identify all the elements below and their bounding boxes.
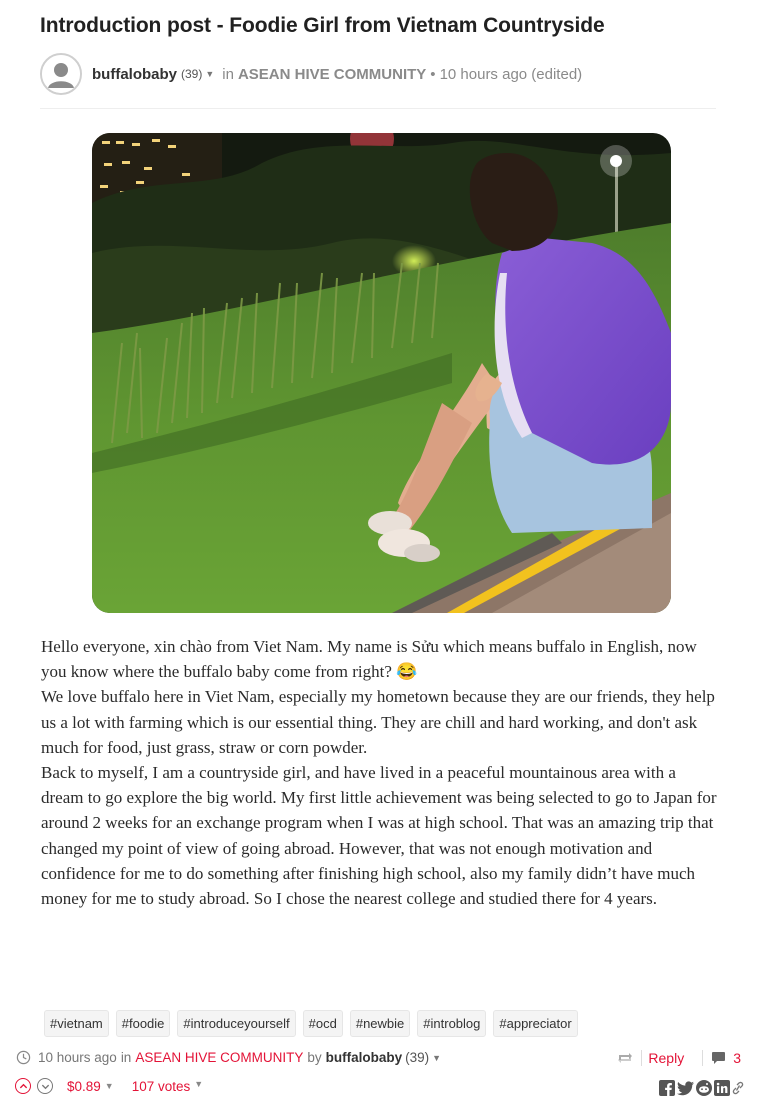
footer-community-link[interactable]: ASEAN HIVE COMMUNITY — [135, 1050, 304, 1065]
author-row — [40, 53, 582, 95]
tag-introduceyourself[interactable]: #introduceyourself — [177, 1010, 295, 1037]
post-photo[interactable] — [92, 133, 671, 613]
time-separator: • — [430, 65, 436, 83]
comments-count: 3 — [733, 1050, 741, 1066]
reply-area — [617, 1050, 741, 1066]
community-link[interactable]: ASEAN HIVE COMMUNITY — [237, 65, 427, 83]
footer-author-reputation: (39) — [405, 1050, 430, 1065]
body-paragraph: We love buffalo here in Viet Nam, especially my hometown because they are our friends, they help us a lot with farming which is our essential thing. They are chill and hard working, and don't ask much for food, just grass, straw or corn powder. — [41, 687, 715, 757]
tag-vietnam[interactable]: #vietnam — [44, 1010, 109, 1037]
downvote-icon[interactable] — [37, 1078, 53, 1094]
body-paragraph: Back to myself, I am a countryside girl, and have lived in a peaceful mountainous area with a dream to go explore the big world. My first little achievement was being selected to go to Japan for around 2 weeks for an exchange program when I was at high school. That was an amazing trip that changed my point of view of going abroad. However, that was not enough motivation and confidence for me to do something after finishing high school, also my family didn’t have much money for me to study abroad. So I chose the nearest college and studied there for 4 years. — [41, 763, 717, 909]
clock-icon — [16, 1050, 31, 1065]
linkedin-icon[interactable] — [714, 1080, 730, 1096]
facebook-icon[interactable] — [659, 1080, 675, 1096]
payout-caret-icon[interactable]: ▼ — [104, 1081, 114, 1091]
post-body — [41, 634, 721, 911]
twitter-icon[interactable] — [677, 1081, 694, 1096]
footer-time: 10 hours ago — [38, 1050, 117, 1065]
author-reputation: (39) — [181, 67, 203, 81]
comments-link[interactable] — [702, 1050, 741, 1066]
post-title: Introduction post - Foodie Girl from Vietnam Countryside — [40, 14, 605, 37]
votes-caret-icon[interactable]: ▼ — [194, 1079, 204, 1089]
post-footer-meta — [16, 1050, 449, 1065]
post-time: 10 hours ago (edited) — [439, 65, 583, 83]
reddit-icon[interactable] — [696, 1080, 712, 1096]
link-icon[interactable] — [732, 1081, 744, 1095]
tag-ocd[interactable]: #ocd — [303, 1010, 343, 1037]
footer-in-label: in — [120, 1050, 132, 1065]
tag-newbie[interactable]: #newbie — [350, 1010, 410, 1037]
comment-icon — [711, 1051, 726, 1065]
author-menu-caret-icon[interactable]: ▼ — [205, 69, 215, 79]
votes-count[interactable]: 107 votes — [131, 1078, 191, 1094]
tag-introblog[interactable]: #introblog — [417, 1010, 486, 1037]
reply-button[interactable]: Reply — [641, 1050, 684, 1066]
header-divider — [40, 108, 716, 109]
body-paragraph: Hello everyone, xin chào from Viet Nam. My name is Sửu which means buffalo in English, now you know where the buffalo baby come from right? 😂 — [41, 637, 697, 682]
voting-row — [15, 1078, 203, 1094]
in-label: in — [222, 65, 234, 83]
footer-author-link[interactable]: buffalobaby — [325, 1050, 403, 1065]
share-icons — [657, 1080, 744, 1096]
author-link[interactable]: buffalobaby — [92, 65, 177, 83]
payout-value[interactable]: $0.89 — [67, 1078, 101, 1094]
upvote-icon[interactable] — [15, 1078, 31, 1094]
tag-appreciator[interactable]: #appreciator — [493, 1010, 577, 1037]
tag-foodie[interactable]: #foodie — [116, 1010, 171, 1037]
footer-author-caret-icon[interactable]: ▼ — [432, 1052, 442, 1063]
user-avatar-icon[interactable] — [40, 53, 82, 95]
footer-by-label: by — [307, 1050, 322, 1065]
reblog-icon[interactable] — [617, 1051, 633, 1065]
tag-list — [44, 1010, 585, 1037]
